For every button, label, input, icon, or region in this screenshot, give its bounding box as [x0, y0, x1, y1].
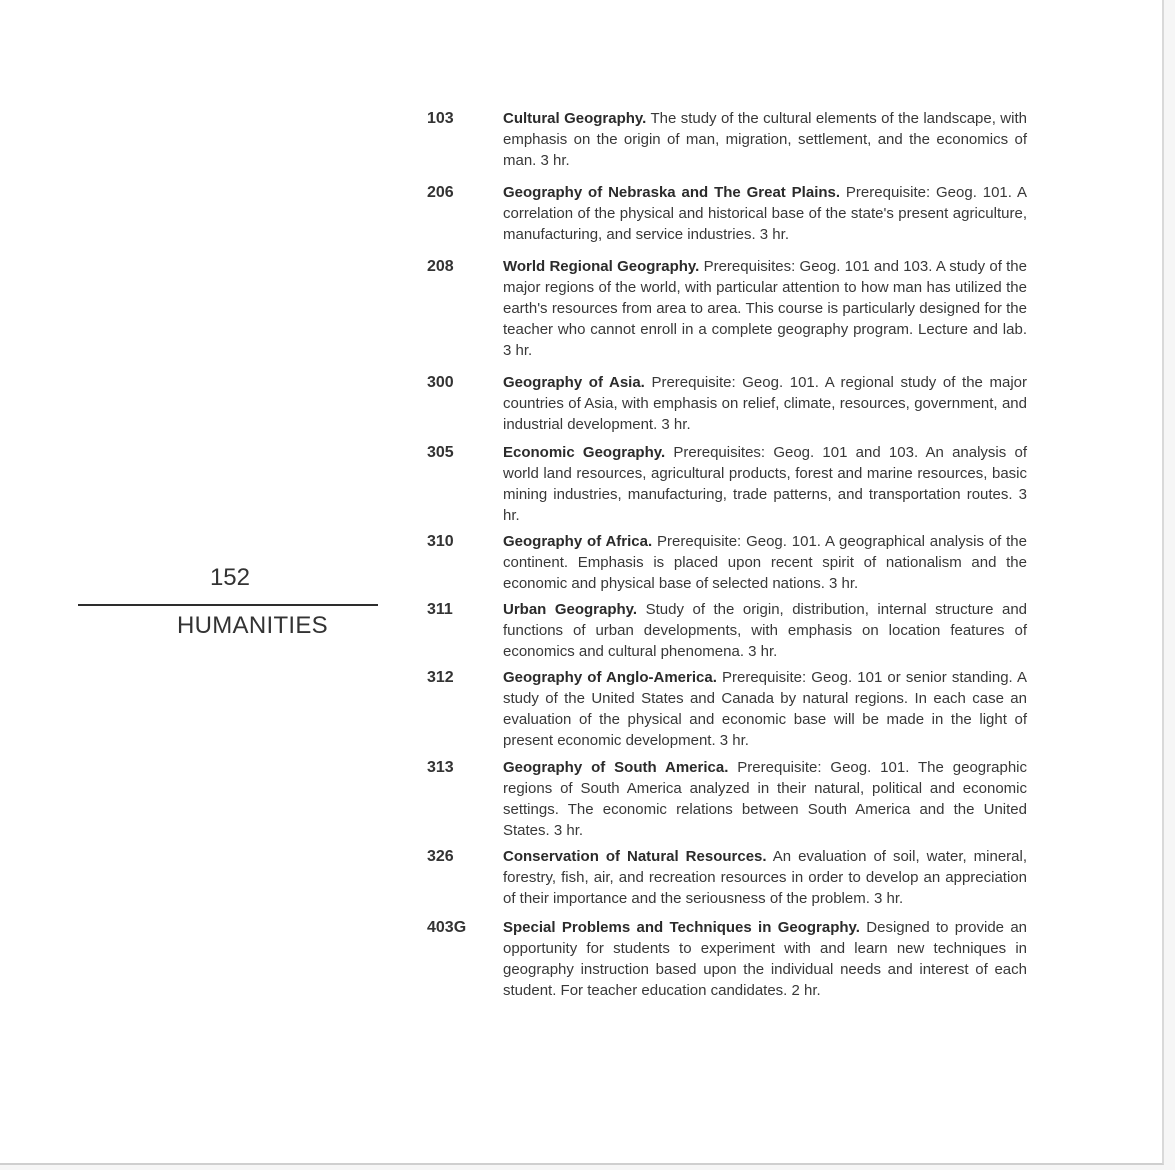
course-description-text: Prerequisite: Geog. 101. A regional study of the major countries of Asia, with emphasis on relief, climate, resources, government, and industrial development. 3 hr. [503, 374, 1027, 433]
course-description [503, 442, 1027, 526]
section-divider [78, 604, 378, 606]
course-description [503, 372, 1027, 435]
course-title: Economic Geography. [503, 444, 666, 461]
course-description [503, 917, 1027, 1001]
course-entry [427, 108, 1027, 171]
course-description-text: Prerequisite: Geog. 101. A correlation of the physical and historical base of the state's present agriculture, manufacturing, and service industries. 3 hr. [503, 184, 1027, 243]
course-number: 206 [427, 184, 454, 201]
course-number: 312 [427, 669, 454, 686]
course-number: 403G [427, 919, 467, 936]
course-description-text: An evaluation of soil, water, mineral, forestry, fish, air, and recreation resources in order to develop an appreciation of their importance and the seriousness of the problem. 3 hr. [503, 848, 1027, 907]
course-description [503, 599, 1027, 662]
course-title: Geography of South America. [503, 759, 729, 776]
course-number: 311 [427, 601, 453, 618]
course-title: Cultural Geography. [503, 110, 647, 127]
course-description [503, 182, 1027, 245]
course-list [427, 108, 1027, 1001]
course-number: 310 [427, 533, 454, 550]
course-title: Urban Geography. [503, 601, 638, 618]
course-entry [427, 182, 1027, 245]
course-description [503, 757, 1027, 841]
course-title: Geography of Nebraska and The Great Plains. [503, 184, 841, 201]
course-number: 300 [427, 374, 454, 391]
course-number: 313 [427, 759, 454, 776]
course-title: Geography of Anglo-America. [503, 669, 717, 686]
course-number: 326 [427, 848, 454, 865]
section-heading: HUMANITIES [176, 612, 328, 639]
course-description-text: Prerequisite: Geog. 101. The geographic regions of South America analyzed in their natural, political and economic settings. The economic relations between South America and the United States. 3 hr. [503, 759, 1027, 839]
course-title: World Regional Geography. [503, 258, 700, 275]
course-description-text: Prerequisite: Geog. 101 or senior standing. A study of the United States and Canada by natural regions. In each case an evaluation of the physical and economic base will be made in the light of present economic development. 3 hr. [503, 669, 1027, 749]
course-title: Special Problems and Techniques in Geography. [503, 919, 860, 936]
course-number: 208 [427, 258, 454, 275]
course-description-text: Prerequisite: Geog. 101. A geographical analysis of the continent. Emphasis is placed upon recent spirit of nationalism and the economic and physical base of selected nations. 3 hr. [503, 533, 1027, 592]
course-number: 305 [427, 444, 454, 461]
page-folio [78, 562, 378, 642]
course-description [503, 846, 1027, 909]
course-entry [427, 757, 1027, 841]
course-description-text: Study of the origin, distribution, internal structure and functions of urban developments, with emphasis on location features of economics and cultural phenomena. 3 hr. [503, 601, 1028, 660]
course-title: Geography of Asia. [503, 374, 645, 391]
course-description-text: The study of the cultural elements of the landscape, with emphasis on the origin of man, migration, settlement, and the economics of man. 3 hr. [503, 110, 1027, 169]
course-description [503, 256, 1027, 361]
course-description [503, 667, 1027, 751]
course-entry [427, 256, 1027, 361]
course-title: Conservation of Natural Resources. [503, 848, 767, 865]
course-entry [427, 599, 1027, 662]
course-description [503, 108, 1027, 171]
course-description-text: Prerequisites: Geog. 101 and 103. A study of the major regions of the world, with particular attention to how man has utilized the earth's resources from area to area. This course is particularly designed for the teacher who cannot enroll in a complete geography program. Lecture and lab. 3 hr. [503, 258, 1027, 359]
course-entry [427, 917, 1027, 1001]
course-description-text: Prerequisites: Geog. 101 and 103. An analysis of world land resources, agricultural products, forest and marine resources, basic mining industries, manufacturing, trade patterns, and transportation routes. 3 hr. [503, 444, 1028, 524]
course-entry [427, 372, 1027, 435]
page-number: 152 [209, 564, 250, 591]
course-entry [427, 531, 1027, 594]
course-entry [427, 846, 1027, 909]
course-entry [427, 667, 1027, 751]
course-description-text: Designed to provide an opportunity for students to experiment with and learn new techniques in geography instruction based upon the individual needs and interest of each student. For teacher education candidates. 2 hr. [503, 919, 1027, 999]
course-entry [427, 442, 1027, 526]
course-title: Geography of Africa. [503, 533, 653, 550]
course-number: 103 [427, 110, 454, 127]
course-description [503, 531, 1027, 594]
